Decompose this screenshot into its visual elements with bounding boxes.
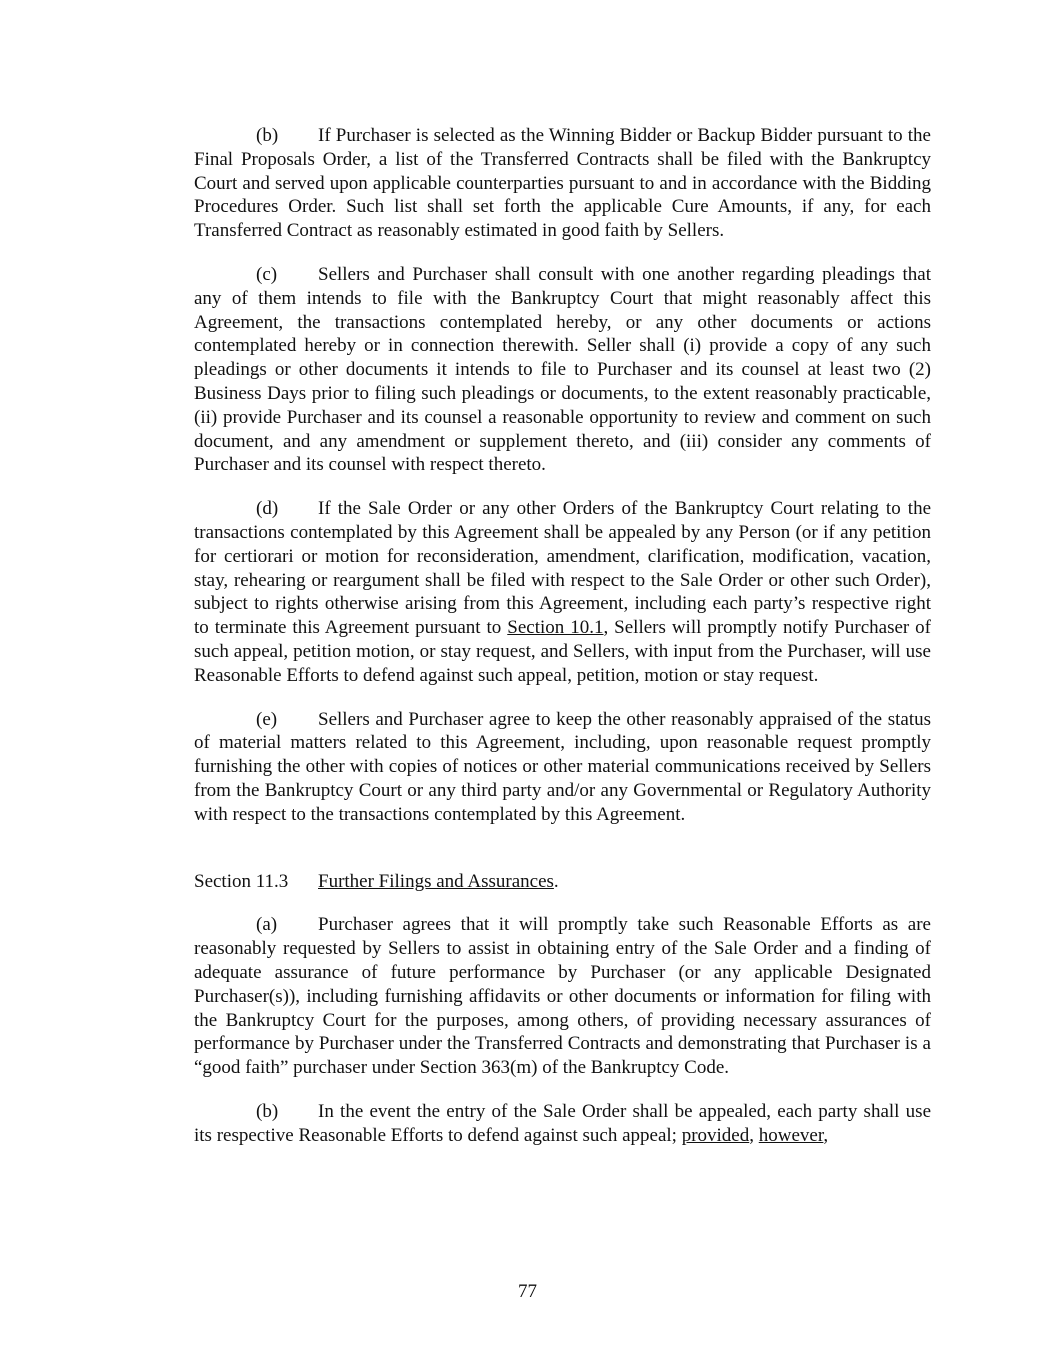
paragraph-11-2-b (194, 124, 931, 243)
section-reference-link: Section 10.1 (507, 617, 604, 639)
however-term: however (758, 1124, 824, 1146)
paragraph-text: Purchaser agrees that it will promptly take such Reasonable Efforts as are reasonably requested by Sellers to assist in obtaining entry of the Sale Order and a finding of adequate assurance of future performance by Purchaser (or any applicable Designated Purchaser(s)), including furnishing affidavits or other documents or information for filing with the Bankruptcy Court for the purposes, among others, of providing necessary assurances of performance by Purchaser under the Transferred Contracts and demonstrating that Purchaser is a “good faith” purchaser under Section 363(m) of the Bankruptcy Code. (194, 914, 931, 1079)
paragraph-text-continued: , Sellers will promptly notify Purchaser of such appeal, petition motion, or stay request, and Sellers, with input from the Purchaser, will use Reasonable Efforts to defend against such appeal, petition, motion or stay request. (194, 617, 931, 686)
paragraph-text: Sellers and Purchaser shall consult with one another regarding pleadings that any of them intends to file with the Bankruptcy Court that might reasonably affect this Agreement, the transactions contemplated hereby, or any other documents or actions contemplated hereby or in connection therewith. Seller shall (i) provide a copy of any such pleadings or other documents it intends to file to Purchaser and its counsel at least two (2) Business Days prior to filing such pleadings or documents, to the extent reasonably practicable, (ii) provide Purchaser and its counsel a reasonable opportunity to review and comment on such document, and any amendment or supplement thereto, and (iii) consider any comments of Purchaser and its counsel with respect thereto. (194, 263, 931, 476)
page-number: 77 (518, 1281, 537, 1302)
paragraph-text: If the Sale Order or any other Orders of the Bankruptcy Court relating to the transactions contemplated by this Agreement shall be appealed by any Person (or if any petition for certiorari or motion for reconsideration, amendment, clarification, modification, vacation, stay, rehearing or reargument shall be filed with respect to the Sale Order or other such Order), subject to rights otherwise arising from this Agreement, including each party’s respective right to terminate this Agreement pursuant to (194, 498, 931, 639)
paragraph-number: (b) (256, 125, 279, 146)
paragraph-11-3-b (194, 1100, 931, 1148)
trailing-comma: , (823, 1124, 829, 1146)
paragraph-number: (d) (256, 498, 279, 520)
section-title: Further Filings and Assurances (318, 870, 554, 892)
section-heading (194, 870, 931, 894)
paragraph-11-3-a (194, 913, 931, 1080)
paragraph-text: If Purchaser is selected as the Winning Bidder or Backup Bidder pursuant to the Final Proposals Order, a list of the Transferred Contracts shall be filed with the Bankruptcy Court and served upon applicable counterparties pursuant to and in accordance with the Bidding Procedures Order. Such list shall set forth the applicable Cure Amounts, if any, for each Transferred Contract as reasonably estimated in good faith by Sellers. (194, 125, 931, 242)
section-title-period: . (553, 870, 559, 892)
paragraph-text: Sellers and Purchaser agree to keep the other reasonably appraised of the status of material matters related to this Agreement, including, upon reasonable request promptly furnishing the other with copies of notices or other material communications received by Sellers from the Bankruptcy Court or any third party and/or any Governmental or Regulatory Authority with respect to the transactions contemplated by this Agreement. (194, 708, 931, 825)
paragraph-text: In the event the entry of the Sale Order shall be appealed, each party shall use its respective Reasonable Efforts to defend against such appeal; (194, 1100, 931, 1146)
paragraph-11-2-d (194, 497, 931, 687)
comma: , (749, 1124, 759, 1146)
paragraph-number: (e) (256, 708, 278, 730)
paragraph-number: (b) (256, 1100, 279, 1122)
paragraph-number: (a) (256, 914, 278, 936)
provided-term: provided (681, 1124, 750, 1146)
page-body (194, 124, 931, 1167)
paragraph-number: (c) (256, 263, 278, 285)
paragraph-11-2-c (194, 263, 931, 477)
section-number: Section 11.3 (194, 870, 289, 892)
paragraph-11-2-e (194, 708, 931, 827)
